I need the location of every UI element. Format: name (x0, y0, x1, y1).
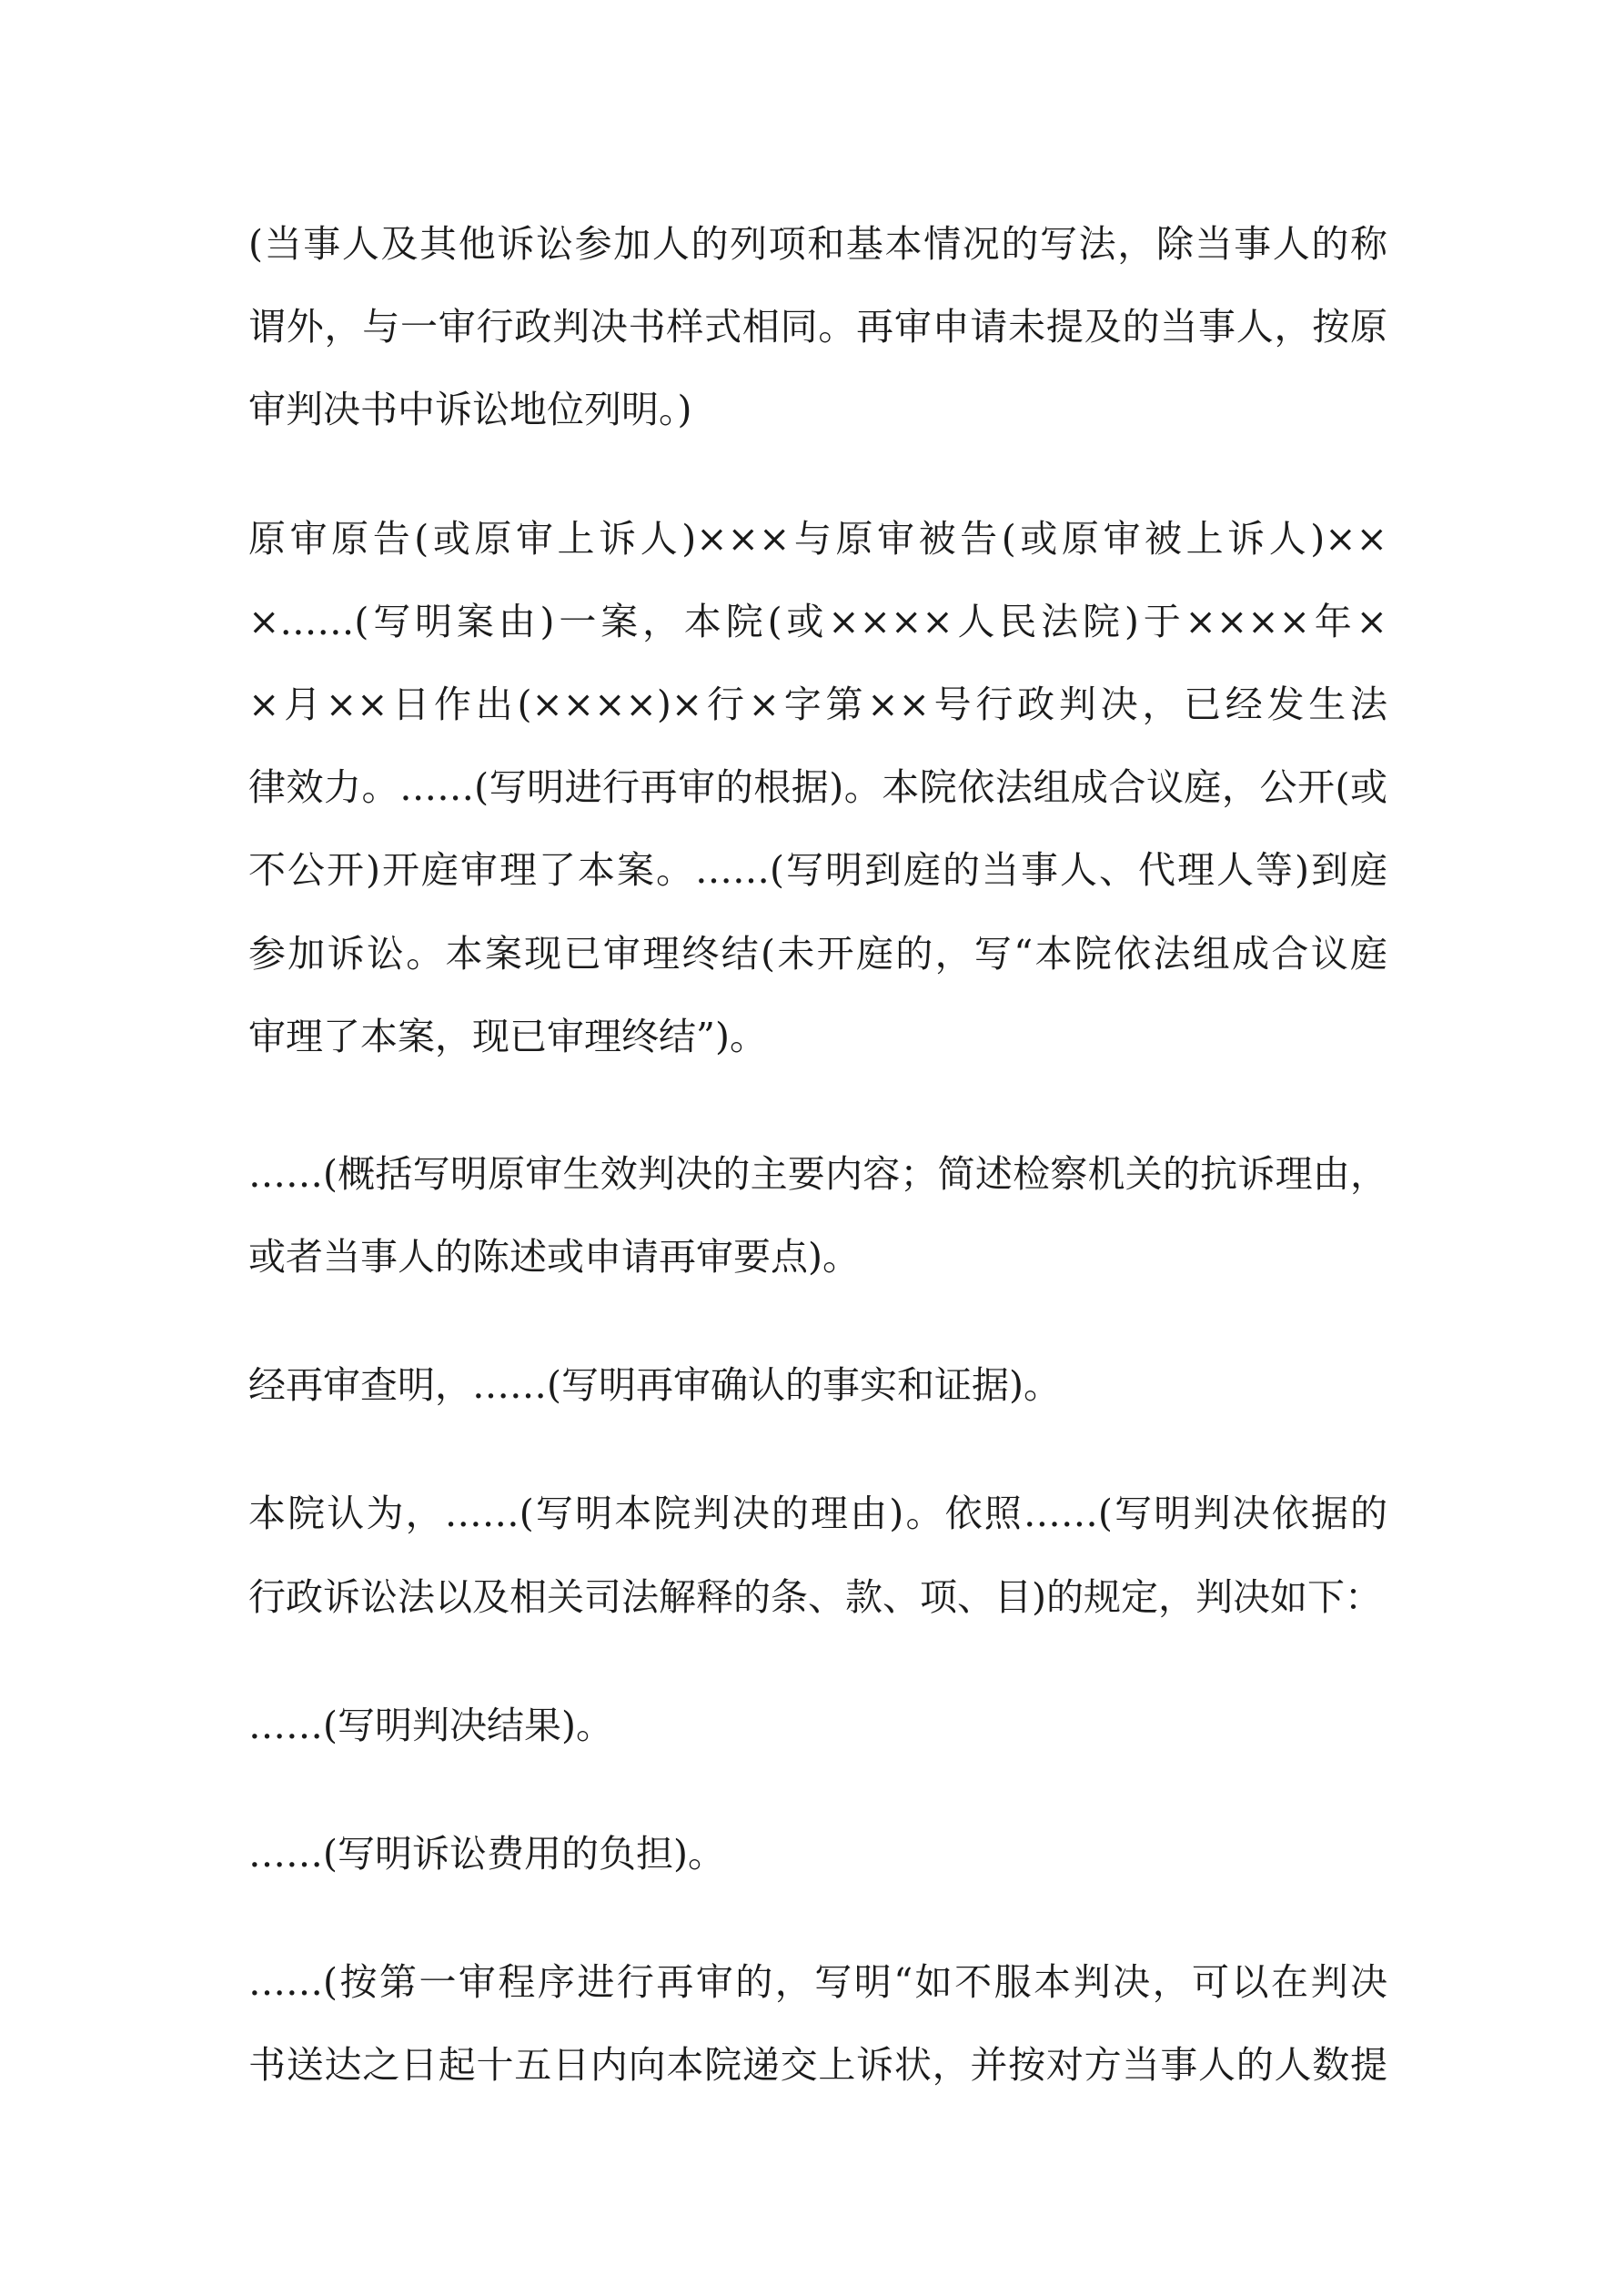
document-body (248, 203, 1387, 2153)
text-line: 审判决书中诉讼地位列明。) (248, 388, 692, 432)
text-line: 原审原告(或原审上诉人)×××与原审被告(或原审被上诉人)×× (248, 516, 1387, 561)
text-line: ×……(写明案由)一案，本院(或××××人民法院)于××××年× (248, 599, 1387, 643)
text-line: 谓外，与一审行政判决书样式相同。再审申请未提及的当事人，按原 (248, 305, 1387, 349)
text-line: 书送达之日起十五日内向本院递交上诉状，并按对方当事人的人数提 (248, 2043, 1387, 2088)
text-line: 审理了本案，现已审理终结”)。 (248, 1014, 767, 1058)
text-line: 行政诉讼法以及相关司法解释的条、款、项、目)的规定，判决如下： (248, 1574, 1382, 1619)
paragraph-party-listing-note (248, 203, 1387, 452)
paragraph-case-origin (248, 498, 1387, 1078)
paragraph-original-judgment-summary (248, 1133, 1387, 1299)
text-line: ……(写明判决结果)。 (248, 1703, 613, 1747)
text-line: 不公开)开庭审理了本案。……(写明到庭的当事人、代理人等)到庭 (248, 848, 1387, 893)
paragraph-facts-found (248, 1344, 1387, 1427)
text-line: ……(概括写明原审生效判决的主要内容；简述检察机关的抗诉理由， (248, 1151, 1387, 1196)
text-line: 本院认为，……(写明本院判决的理由)。依照……(写明判决依据的 (248, 1492, 1387, 1536)
text-line: (当事人及其他诉讼参加人的列项和基本情况的写法，除当事人的称 (248, 222, 1387, 266)
text-line: 经再审查明，……(写明再审确认的事实和证据)。 (248, 1363, 1061, 1408)
text-line: ×月××日作出(××××)×行×字第××号行政判决，已经发生法 (248, 682, 1387, 726)
paragraph-litigation-costs (248, 1813, 1387, 1896)
text-line: 律效力。……(写明进行再审的根据)。本院依法组成合议庭，公开(或 (248, 765, 1387, 810)
text-line: 参加诉讼。本案现已审理终结(未开庭的，写“本院依法组成合议庭 (248, 931, 1387, 976)
text-line: 或者当事人的陈述或申请再审要点)。 (248, 1235, 860, 1279)
paragraph-appeal-notice (248, 1941, 1387, 2107)
paragraph-court-reasoning (248, 1472, 1387, 1638)
text-line: ……(写明诉讼费用的负担)。 (248, 1832, 725, 1876)
text-line: ……(按第一审程序进行再审的，写明“如不服本判决，可以在判决 (248, 1960, 1387, 2005)
paragraph-judgment-result (248, 1684, 1387, 1767)
